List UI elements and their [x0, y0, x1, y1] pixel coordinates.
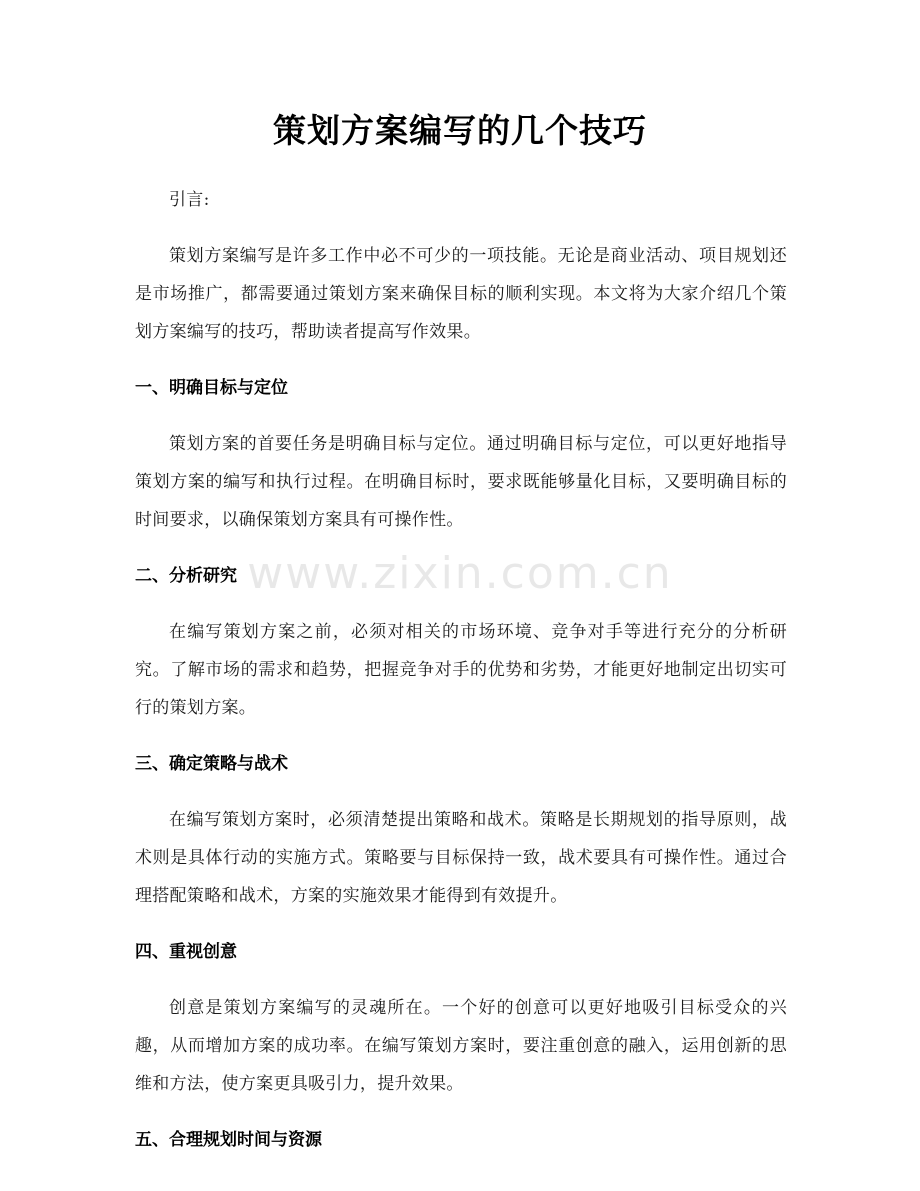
section-body-1: 策划方案的首要任务是明确目标与定位。通过明确目标与定位，可以更好地指导策划方案的编写和执行过程。在明确目标时，要求既能够量化目标，又要明确目标的时间要求，以确保策划方案具有可操作性。	[135, 434, 787, 530]
section-heading-2: 二、分析研究	[135, 566, 237, 586]
section-body-4: 创意是策划方案编写的灵魂所在。一个好的创意可以更好地吸引目标受众的兴趣，从而增加方案的成功率。在编写策划方案时，要注重创意的融入，运用创新的思维和方法，使方案更具吸引力，提升效果。	[135, 998, 787, 1094]
document-title: 策划方案编写的几个技巧	[273, 111, 647, 150]
section-heading-3: 三、确定策略与战术	[135, 754, 288, 774]
document-body	[135, 181, 787, 1177]
section-heading-1: 一、明确目标与定位	[135, 378, 288, 398]
section-heading-5: 五、合理规划时间与资源	[135, 1130, 322, 1150]
intro-label: 引言:	[169, 190, 210, 210]
section-heading-4: 四、重视创意	[135, 942, 237, 962]
watermark: www.zixin.com.cn	[247, 548, 673, 599]
section-body-3: 在编写策划方案时，必须清楚提出策略和战术。策略是长期规划的指导原则，战术则是具体行动的实施方式。策略要与目标保持一致，战术要具有可操作性。通过合理搭配策略和战术，方案的实施效果才能得到有效提升。	[135, 810, 787, 906]
section-body-2: 在编写策划方案之前，必须对相关的市场环境、竞争对手等进行充分的分析研究。了解市场的需求和趋势，把握竞争对手的优势和劣势，才能更好地制定出切实可行的策划方案。	[135, 622, 787, 718]
intro-paragraph: 策划方案编写是许多工作中必不可少的一项技能。无论是商业活动、项目规划还是市场推广，都需要通过策划方案来确保目标的顺利实现。本文将为大家介绍几个策划方案编写的技巧，帮助读者提高写作效果。	[135, 246, 787, 342]
